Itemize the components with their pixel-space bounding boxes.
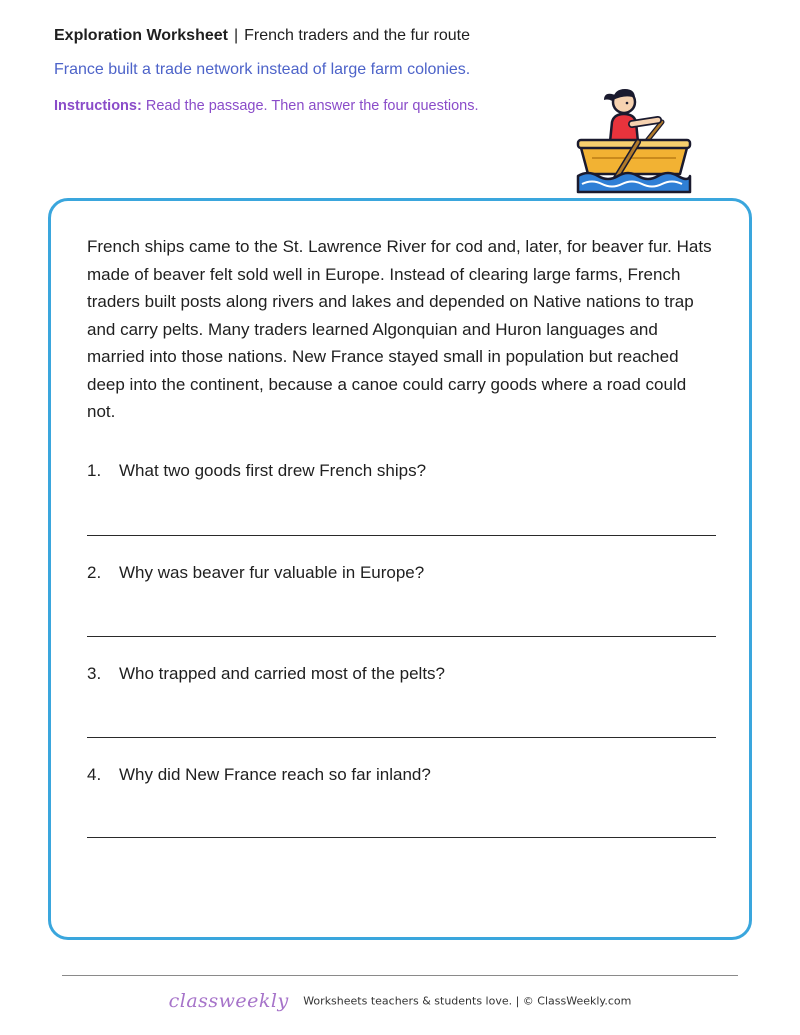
worksheet-title: Exploration Worksheet: [54, 27, 228, 44]
instructions-text: Read the passage. Then answer the four questions.: [145, 98, 479, 114]
passage-card: [48, 198, 752, 940]
question-text: Who trapped and carried most of the pelts?: [119, 664, 446, 683]
instructions: [54, 98, 479, 114]
worksheet-header: [54, 27, 470, 45]
question-4: [87, 765, 719, 785]
rowing-boat-icon: [574, 80, 694, 196]
instructions-label: Instructions:: [54, 98, 142, 114]
worksheet-subtitle: France built a trade network instead of large farm colonies.: [54, 61, 471, 78]
header-separator: |: [233, 27, 239, 44]
question-text: What two goods first drew French ships?: [119, 461, 427, 480]
reading-passage: French ships came to the St. Lawrence River for cod and, later, for beaver fur. Hats made of beaver felt sold well in Europe. Instead of clearing large farms, French traders built posts along rivers and lakes and depended on Native nations to trap and carry pelts. Many traders learned Algonquian and Huron languages and married into those nations. New France stayed small in population but reached deep into the continent, because a canoe could carry goods where a road could not.: [87, 237, 712, 421]
question-number: 4.: [87, 765, 102, 784]
question-1: [87, 461, 719, 481]
answer-line-4[interactable]: [87, 837, 716, 838]
question-2: [87, 563, 719, 583]
question-number: 1.: [87, 461, 102, 480]
footer-tagline: Worksheets teachers & students love. | © ClassWeekly.com: [303, 994, 632, 1008]
answer-line-3[interactable]: [87, 737, 716, 738]
answer-line-2[interactable]: [87, 636, 716, 637]
footer-divider: [62, 975, 738, 976]
question-text: Why was beaver fur valuable in Europe?: [119, 563, 425, 582]
brand-logo: classweekly: [168, 990, 289, 1012]
question-number: 3.: [87, 664, 102, 683]
worksheet-topic: French traders and the fur route: [244, 27, 471, 44]
question-number: 2.: [87, 563, 102, 582]
question-text: Why did New France reach so far inland?: [119, 765, 431, 784]
question-3: [87, 664, 719, 684]
answer-line-1[interactable]: [87, 535, 716, 536]
footer: [0, 990, 800, 1012]
